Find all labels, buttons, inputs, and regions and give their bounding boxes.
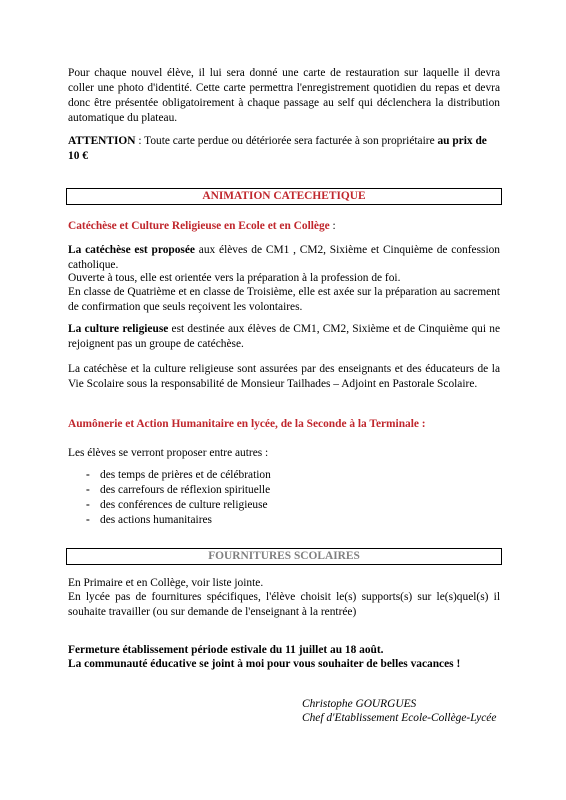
closing-line2: La communauté éducative se joint à moi pour vous souhaiter de belles vacances ! xyxy=(68,658,461,670)
culture-text: est destinée aux élèves de CM1, CM2, Sixième et de Cinquième qui ne rejoignent pas un groupe de catéchèse. xyxy=(68,323,500,350)
attention-label: ATTENTION xyxy=(68,135,136,147)
fournitures-line1: En Primaire et en Collège, voir liste jointe. xyxy=(68,577,264,589)
catechese-subheading xyxy=(68,219,500,234)
catechese-paragraph xyxy=(68,243,500,273)
encadrement-paragraph: La catéchèse et la culture religieuse sont assurées par des enseignants et des éducateurs de la Vie Scolaire sous la responsabilité de Monsieur Tailhades – Adjoint en Pastorale Scolaire. xyxy=(68,363,500,390)
aumonerie-intro: Les élèves se verront proposer entre autres : xyxy=(68,447,269,459)
attention-text: : Toute carte perdue ou détériorée sera facturée à son propriétaire xyxy=(135,135,438,147)
list-item: - des carrefours de réflexion spirituelle xyxy=(68,483,500,498)
restauration-paragraph: Pour chaque nouvel élève, il lui sera donné une carte de restauration sur laquelle il devra coller une photo d'identité. Cette carte permettra l'enregistrement quotidien du repas et devra donc être présentée obligatoirement à chaque passage au self qui déclenchera la distribution automatique du plateau. xyxy=(68,67,500,124)
catechese-text: aux élèves de CM1 , CM2, Sixième et Cinquième de confession catholique. xyxy=(68,244,501,271)
list-item: - des conférences de culture religieuse xyxy=(68,498,500,513)
signature-name: Christophe GOURGUES xyxy=(302,698,417,710)
animation-heading: ANIMATION CATECHETIQUE xyxy=(66,188,502,205)
activities-list xyxy=(68,468,500,528)
catechese-line2: Ouverte à tous, elle est orientée vers la préparation à la profession de foi. xyxy=(68,272,401,284)
attention-paragraph xyxy=(68,134,500,164)
culture-paragraph xyxy=(68,322,500,352)
catechese-subheading-suffix: : xyxy=(329,220,336,232)
culture-bold: La culture religieuse xyxy=(68,323,169,335)
closing-line1: Fermeture établissement période estivale du 11 juillet au 18 août. xyxy=(68,644,384,656)
catechese-subheading-text: Catéchèse et Culture Religieuse en Ecole et en Collège xyxy=(68,220,330,232)
signature-title: Chef d'Etablissement Ecole-Collège-Lycée xyxy=(302,712,497,724)
attention-price: au prix de 10 € xyxy=(68,135,487,162)
catechese-line3: En classe de Quatrième et en classe de Troisième, elle est axée sur la préparation au sacrement de confirmation que seuls reçoivent les volontaires. xyxy=(68,286,500,313)
fournitures-heading: FOURNITURES SCOLAIRES xyxy=(66,548,502,565)
list-item: - des temps de prières et de célébration xyxy=(68,468,500,483)
list-item: - des actions humanitaires xyxy=(68,513,500,528)
aumonerie-heading: Aumônerie et Action Humanitaire en lycée, de la Seconde à la Terminale : xyxy=(68,418,426,430)
fournitures-line2: En lycée pas de fournitures spécifiques, l'élève choisit le(s) supports(s) sur le(s)quel(s) il souhaite travailler (ou sur demande de l'enseignant à la rentrée) xyxy=(68,591,500,618)
catechese-bold: La catéchèse est proposée xyxy=(68,244,195,256)
